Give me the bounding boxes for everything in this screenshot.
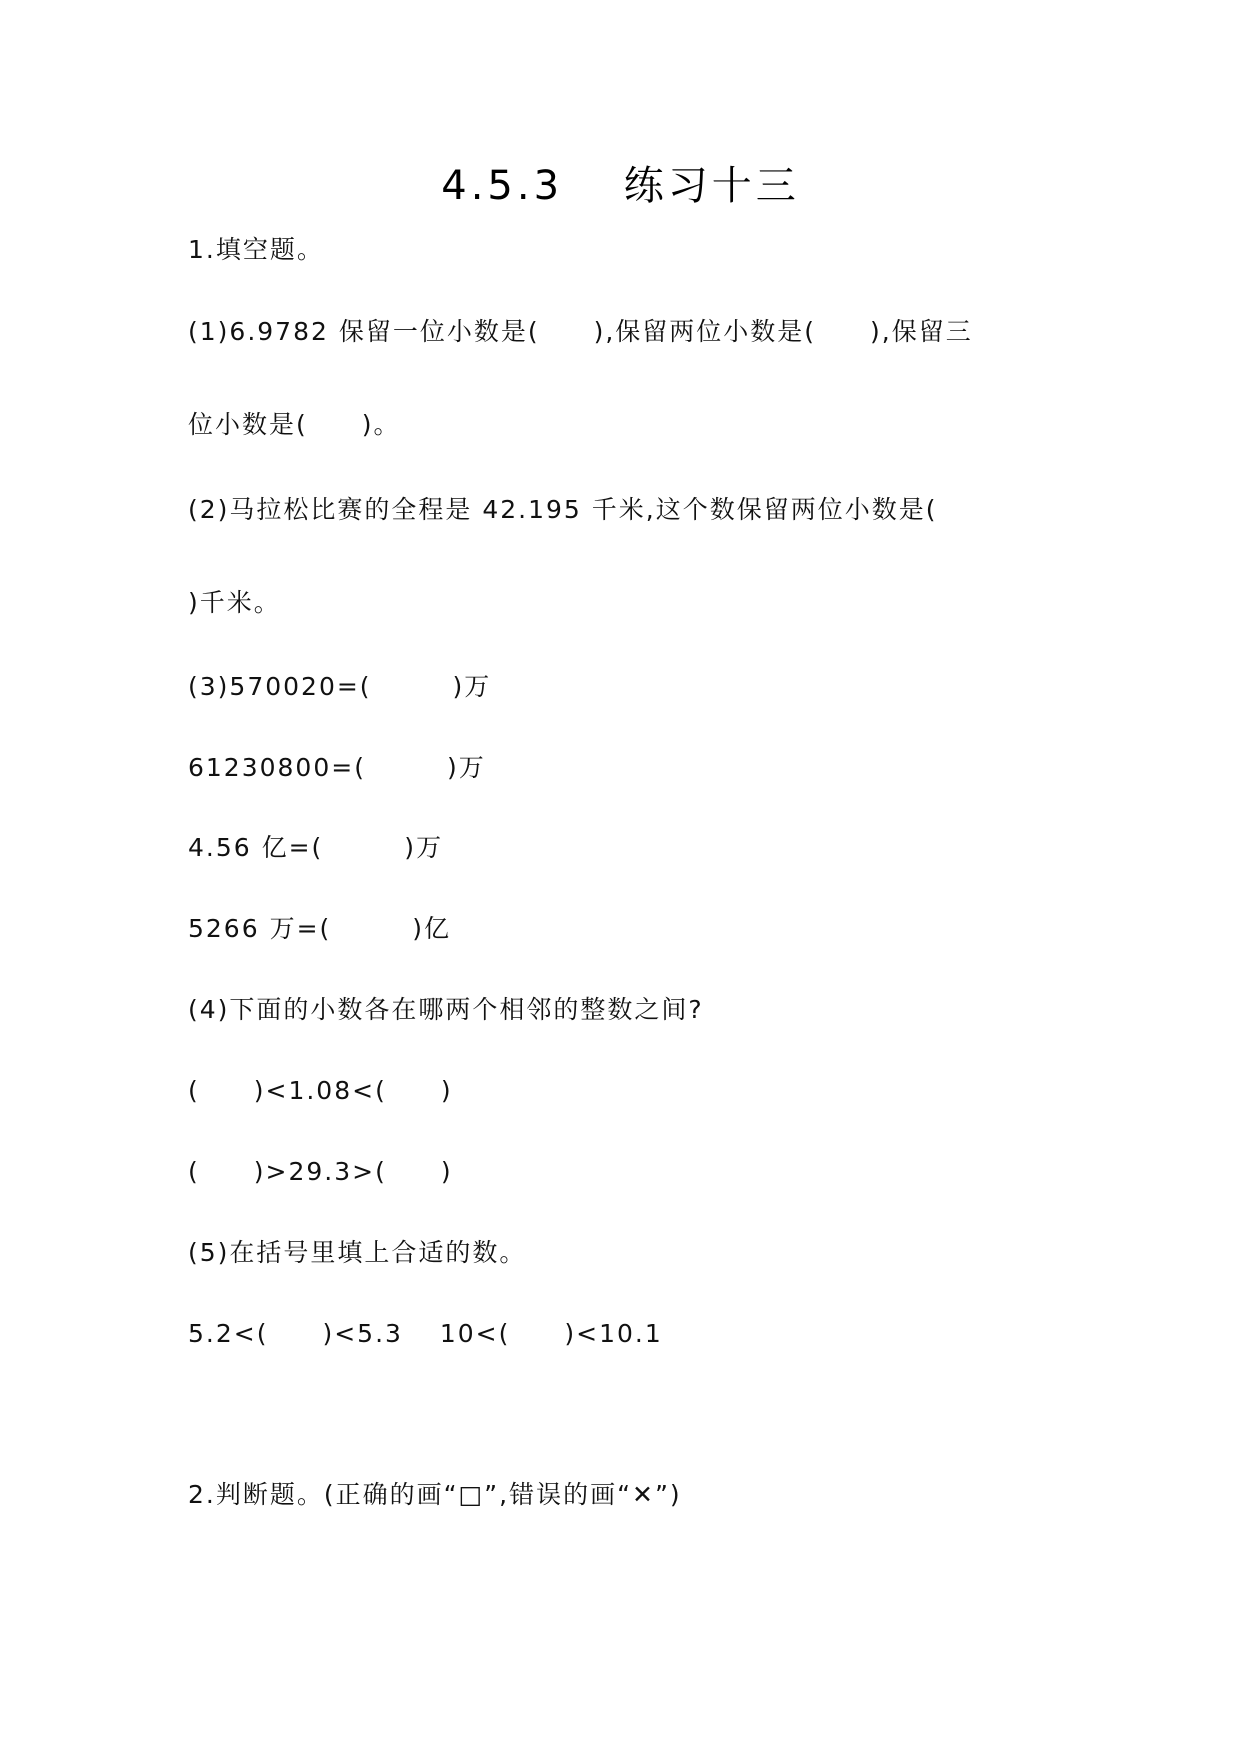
page-title: 4.5.3 练习十三 <box>441 163 800 209</box>
question-1-line-2: 位小数是( )。 <box>188 410 401 439</box>
question-4-line-2: ( )<1.08<( ) <box>188 1076 453 1105</box>
question-2-line-1: (2)马拉松比赛的全程是 42.195 千米,这个数保留两位小数是( <box>188 495 938 524</box>
question-4-line-1: (4)下面的小数各在哪两个相邻的整数之间? <box>188 995 704 1024</box>
question-3-line-3: 4.56 亿=( )万 <box>188 833 444 862</box>
question-5-line-1: (5)在括号里填上合适的数。 <box>188 1238 527 1267</box>
section-1-heading: 1.填空题。 <box>188 235 324 264</box>
question-1-line-1: (1)6.9782 保留一位小数是( ),保留两位小数是( ),保留三 <box>188 317 973 346</box>
question-2-line-2: )千米。 <box>188 588 281 617</box>
question-3-line-4: 5266 万=( )亿 <box>188 914 452 943</box>
question-5-line-2: 5.2<( )<5.3 10<( )<10.1 <box>188 1319 663 1348</box>
question-4-line-3: ( )>29.3>( ) <box>188 1157 453 1186</box>
question-3-line-1: (3)570020=( )万 <box>188 672 492 701</box>
section-2-heading: 2.判断题。(正确的画“□”,错误的画“✕”) <box>188 1480 682 1509</box>
question-3-line-2: 61230800=( )万 <box>188 753 486 782</box>
